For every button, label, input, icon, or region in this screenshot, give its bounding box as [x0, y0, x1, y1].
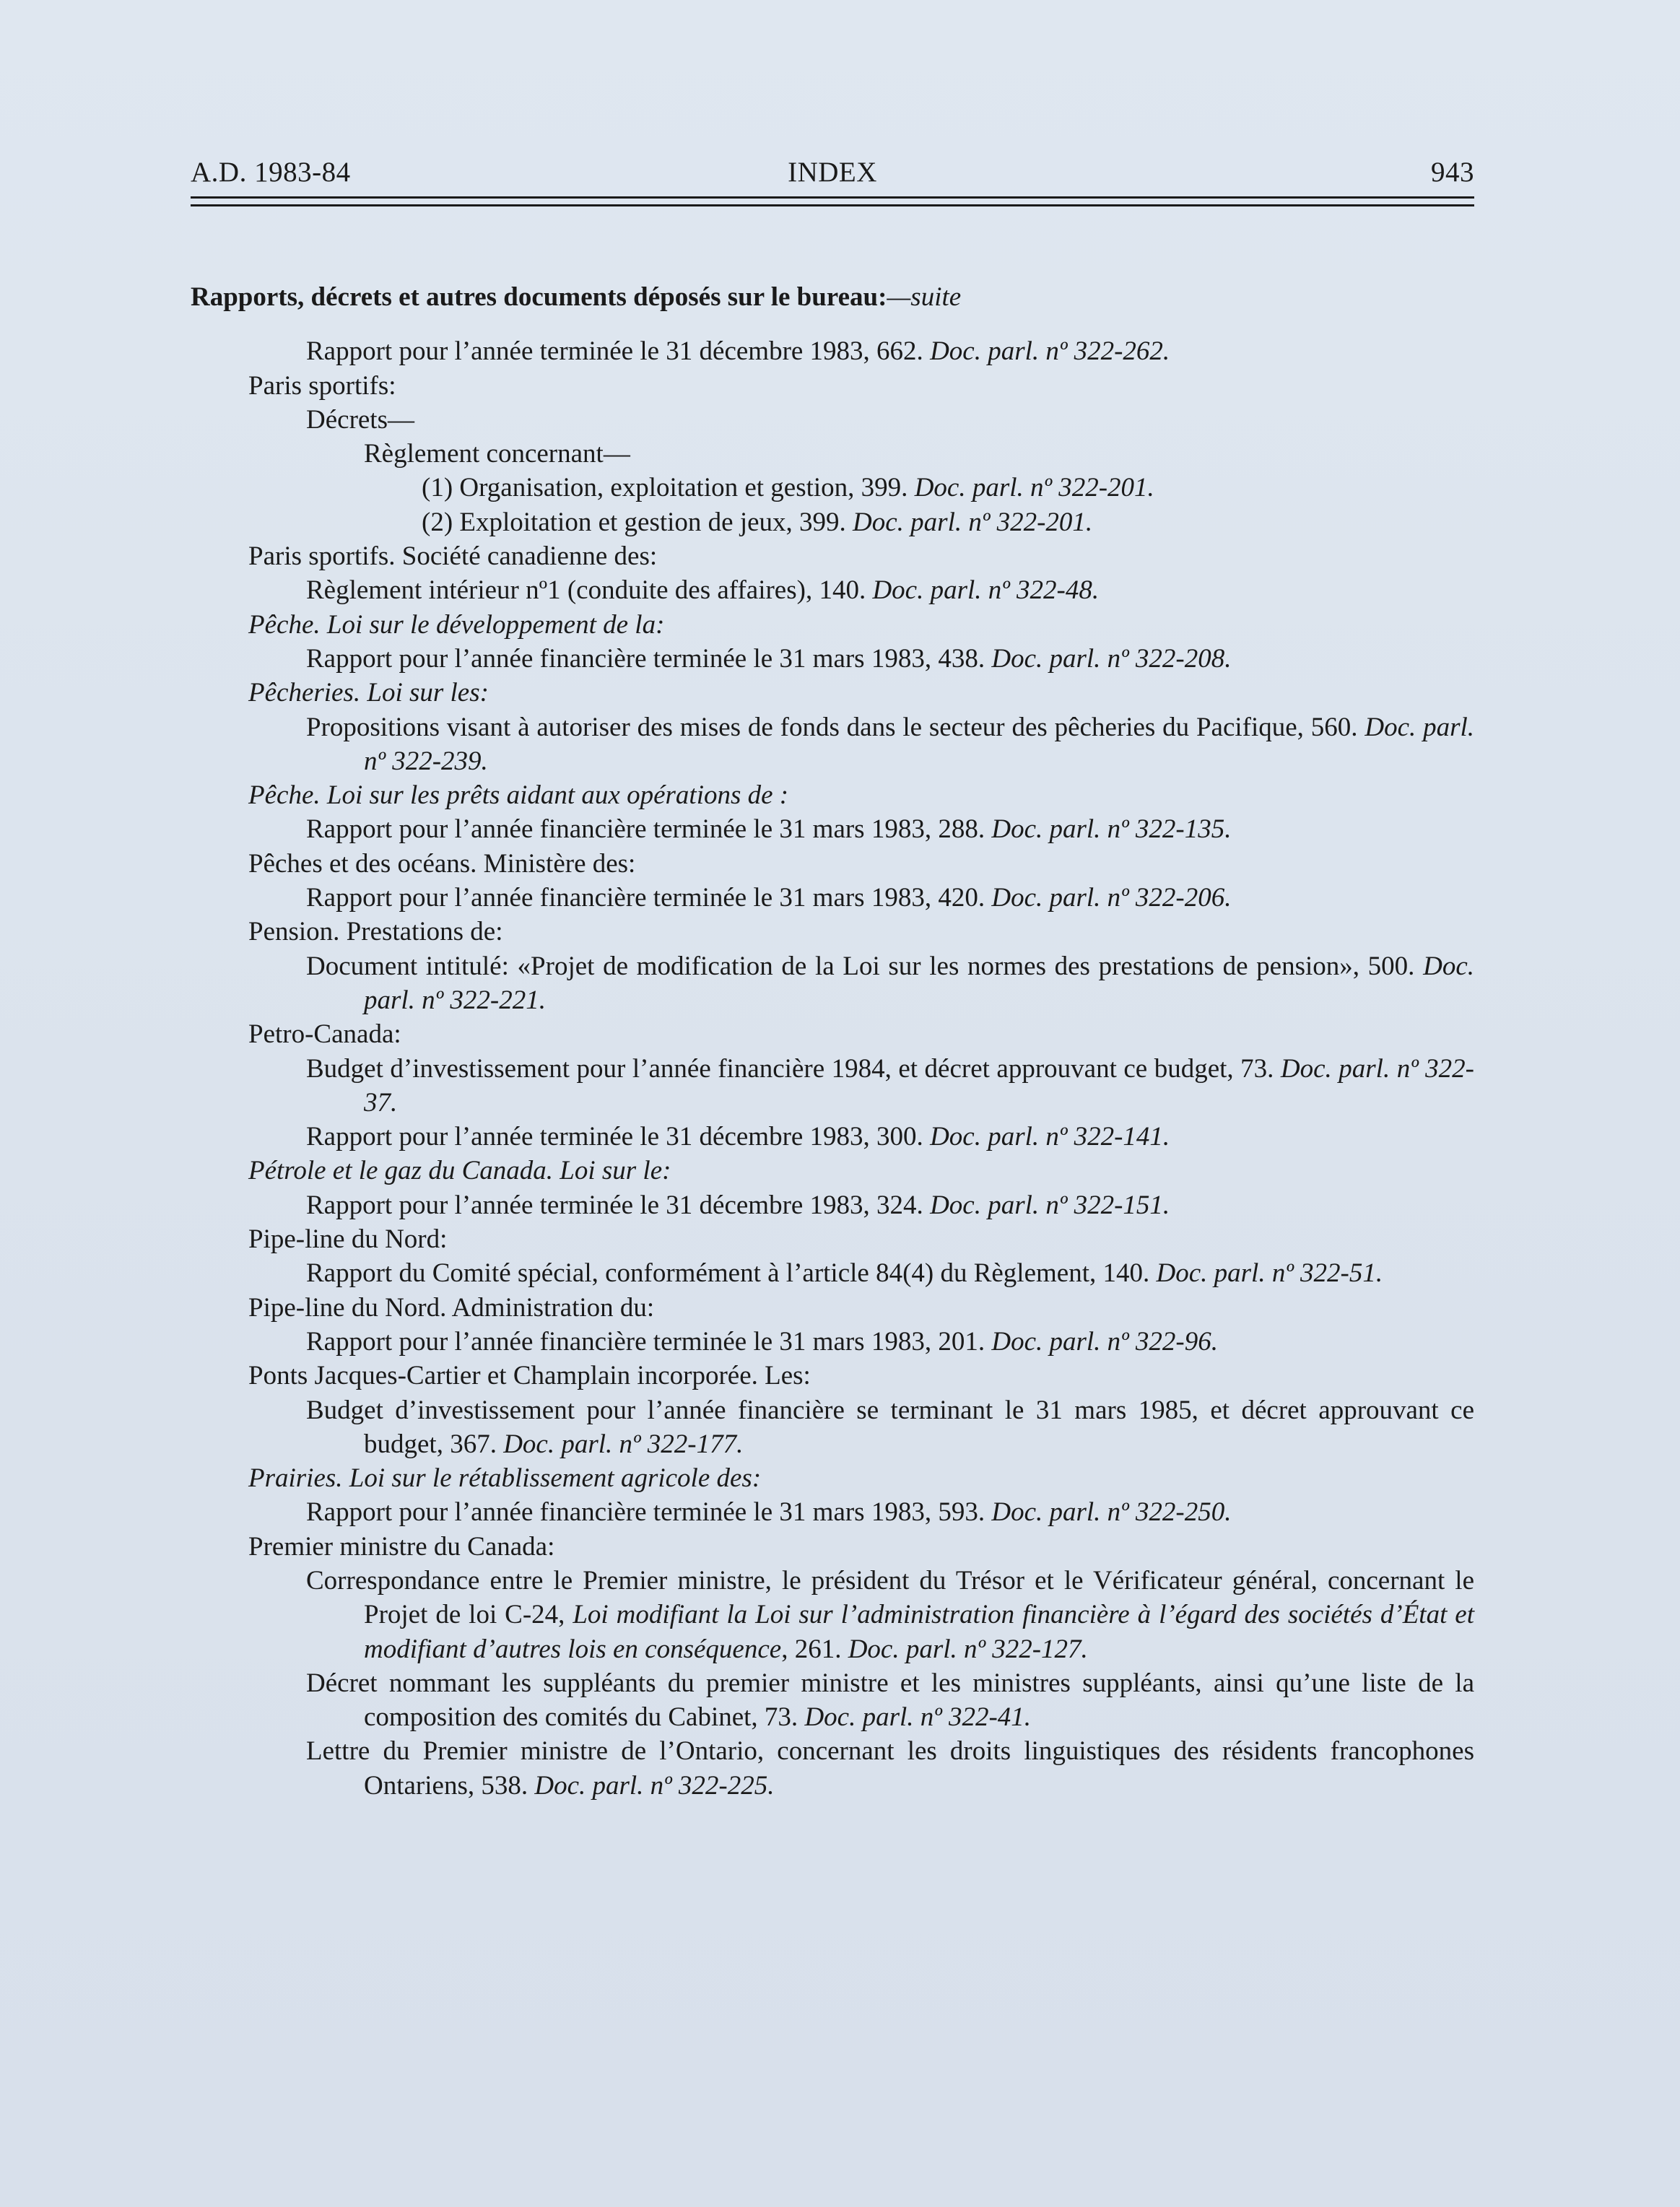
entry-text: Rapport pour l’année terminée le 31 décembre 1983, 662. [306, 336, 931, 367]
index-entry [191, 778, 1474, 812]
index-entry [191, 812, 1474, 846]
entry-doc-reference: Doc. parl. nº 322-151. [930, 1190, 1170, 1220]
index-entry [191, 915, 1474, 949]
index-entry [191, 1052, 1474, 1120]
index-entry [191, 1495, 1474, 1529]
index-entry [191, 1256, 1474, 1290]
entry-text: Correspondance entre le Premier ministre, le président du Trésor et le Vérificateur général, concernant le Projet de loi C-24, [306, 1565, 1474, 1630]
entry-text: Rapport pour l’année financière terminée le 31 mars 1983, 420. [306, 883, 992, 913]
index-entry [191, 334, 1474, 368]
entry-text: Rapport pour l’année terminée le 31 décembre 1983, 324. [306, 1190, 931, 1220]
entry-text: Budget d’investissement pour l’année financière 1984, et décret approuvant ce budget, 73. [306, 1053, 1281, 1084]
index-entry [191, 1530, 1474, 1564]
index-entry [191, 403, 1474, 437]
entry-text: Document intitulé: «Projet de modification de la Loi sur les normes des prestations de pension», 500. [306, 951, 1424, 981]
entry-doc-reference: Doc. parl. nº 322-127. [848, 1634, 1088, 1664]
header-year: A.D. 1983-84 [191, 157, 351, 188]
section-title-bold: Rapports, décrets et autres documents déposés sur le bureau: [191, 282, 887, 312]
entry-text: Rapport du Comité spécial, conformément à l’article 84(4) du Règlement, 140. [306, 1258, 1157, 1289]
entry-doc-reference: Doc. parl. nº 322-208. [991, 643, 1232, 674]
index-entry [191, 505, 1474, 539]
entry-doc-reference: Doc. parl. nº 322-239. [364, 712, 1474, 776]
entry-text: Lettre du Premier ministre de l’Ontario, concernant les droits linguistiques des résidents francophones Ontariens, 538. [306, 1736, 1474, 1801]
page-header [191, 156, 1474, 199]
entry-text: Pêches et des océans. Ministère des: [248, 848, 636, 879]
header-rule-bottom [191, 204, 1474, 206]
entry-doc-reference: Doc. parl. nº 322-135. [991, 814, 1232, 845]
entry-text: Règlement intérieur nº1 (conduite des affaires), 140. [306, 575, 873, 606]
entry-doc-reference: Doc. parl. nº 322-48. [872, 575, 1100, 606]
index-entry [191, 847, 1474, 881]
index-entry [191, 1154, 1474, 1188]
entry-text: Paris sportifs. Société canadienne des: [248, 541, 658, 572]
index-entry [191, 1359, 1474, 1393]
entry-text: Rapport pour l’année financière terminée le 31 mars 1983, 593. [306, 1497, 992, 1528]
entry-text: Pension. Prestations de: [248, 917, 503, 947]
index-entry [191, 949, 1474, 1018]
entry-text-after: , 261. [781, 1634, 848, 1664]
entry-text: Décret nommant les suppléants du premier ministre et les ministres suppléants, ainsi qu’une liste de la composition des comités du Cabinet, 73. [306, 1668, 1474, 1733]
entry-heading-italic: Prairies. Loi sur le rétablissement agricole des: [248, 1463, 762, 1494]
index-entry [191, 1188, 1474, 1222]
entry-doc-reference: Doc. parl. nº 322-206. [991, 883, 1232, 913]
index-entries [191, 334, 1474, 1803]
entry-text: Rapport pour l’année financière terminée le 31 mars 1983, 438. [306, 643, 992, 674]
entry-doc-reference: Doc. parl. nº 322-141. [930, 1122, 1170, 1152]
entry-text: Rapport pour l’année financière terminée le 31 mars 1983, 288. [306, 814, 992, 845]
index-entry [191, 1017, 1474, 1051]
entry-heading-italic: Pêche. Loi sur le développement de la: [248, 609, 665, 640]
index-entry [191, 642, 1474, 676]
entry-text: (2) Exploitation et gestion de jeux, 399. [422, 507, 853, 537]
entry-doc-reference: Doc. parl. nº 322-250. [991, 1497, 1232, 1528]
index-entry [191, 369, 1474, 403]
entry-doc-reference: Doc. parl. nº 322-221. [364, 951, 1474, 1015]
entry-doc-reference: Doc. parl. nº 322-41. [804, 1702, 1032, 1733]
header-page-number: 943 [1431, 157, 1474, 188]
entry-text: Paris sportifs: [248, 370, 396, 401]
index-entry [191, 710, 1474, 779]
index-entry [191, 608, 1474, 642]
entry-text: Rapport pour l’année financière terminée le 31 mars 1983, 201. [306, 1326, 992, 1357]
entry-doc-reference: Doc. parl. nº 322-96. [991, 1326, 1218, 1357]
entry-doc-reference: Doc. parl. nº 322-225. [534, 1770, 775, 1801]
section-title [191, 280, 1474, 314]
entry-doc-reference: Doc. parl. nº 322-201. [853, 507, 1093, 537]
entry-heading-italic: Pétrole et le gaz du Canada. Loi sur le: [248, 1156, 671, 1186]
index-entry [191, 471, 1474, 505]
index-content [191, 280, 1474, 1803]
entry-doc-reference: Doc. parl. nº 322-37. [364, 1053, 1474, 1118]
entry-text: Règlement concernant— [364, 439, 630, 469]
index-entry [191, 1222, 1474, 1256]
index-entry [191, 881, 1474, 915]
entry-text: (1) Organisation, exploitation et gestion, 399. [422, 473, 915, 503]
entry-text: Premier ministre du Canada: [248, 1531, 555, 1562]
index-entry [191, 1564, 1474, 1666]
index-entry [191, 1393, 1474, 1462]
header-rule-top [191, 196, 1474, 199]
index-entry [191, 539, 1474, 573]
section-title-suite: —suite [887, 282, 962, 312]
entry-text: Ponts Jacques-Cartier et Champlain incorporée. Les: [248, 1361, 811, 1391]
index-entry [191, 1666, 1474, 1735]
entry-doc-reference: Doc. parl. nº 322-262. [930, 336, 1170, 367]
entry-text: Budget d’investissement pour l’année financière se terminant le 31 mars 1985, et décret approuvant ce budget, 367. [306, 1395, 1474, 1459]
entry-text: Pipe-line du Nord: [248, 1224, 448, 1255]
index-entry [191, 573, 1474, 607]
index-entry [191, 1461, 1474, 1495]
entry-text: Propositions visant à autoriser des mises de fonds dans le secteur des pêcheries du Pacifique, 560. [306, 712, 1365, 742]
entry-heading-italic: Pêche. Loi sur les prêts aidant aux opérations de : [248, 780, 789, 811]
entry-doc-reference: Doc. parl. nº 322-177. [503, 1429, 744, 1459]
header-title: INDEX [788, 157, 877, 188]
entry-heading-italic: Pêcheries. Loi sur les: [248, 678, 489, 708]
entry-bill-title: Loi modifiant la Loi sur l’administration financière à l’égard des sociétés d’État et modifiant d’autres lois en conséquence [364, 1600, 1474, 1664]
entry-doc-reference: Doc. parl. nº 322-51. [1156, 1258, 1383, 1289]
entry-doc-reference: Doc. parl. nº 322-201. [914, 473, 1154, 503]
entry-text: Pipe-line du Nord. Administration du: [248, 1292, 655, 1323]
entry-text: Rapport pour l’année terminée le 31 décembre 1983, 300. [306, 1122, 931, 1152]
entry-text: Décrets— [306, 404, 414, 435]
index-entry [191, 1734, 1474, 1803]
index-entry [191, 1291, 1474, 1325]
index-entry [191, 1325, 1474, 1359]
entry-text: Petro-Canada: [248, 1019, 401, 1050]
index-entry [191, 1120, 1474, 1154]
index-entry [191, 676, 1474, 710]
index-entry [191, 437, 1474, 471]
